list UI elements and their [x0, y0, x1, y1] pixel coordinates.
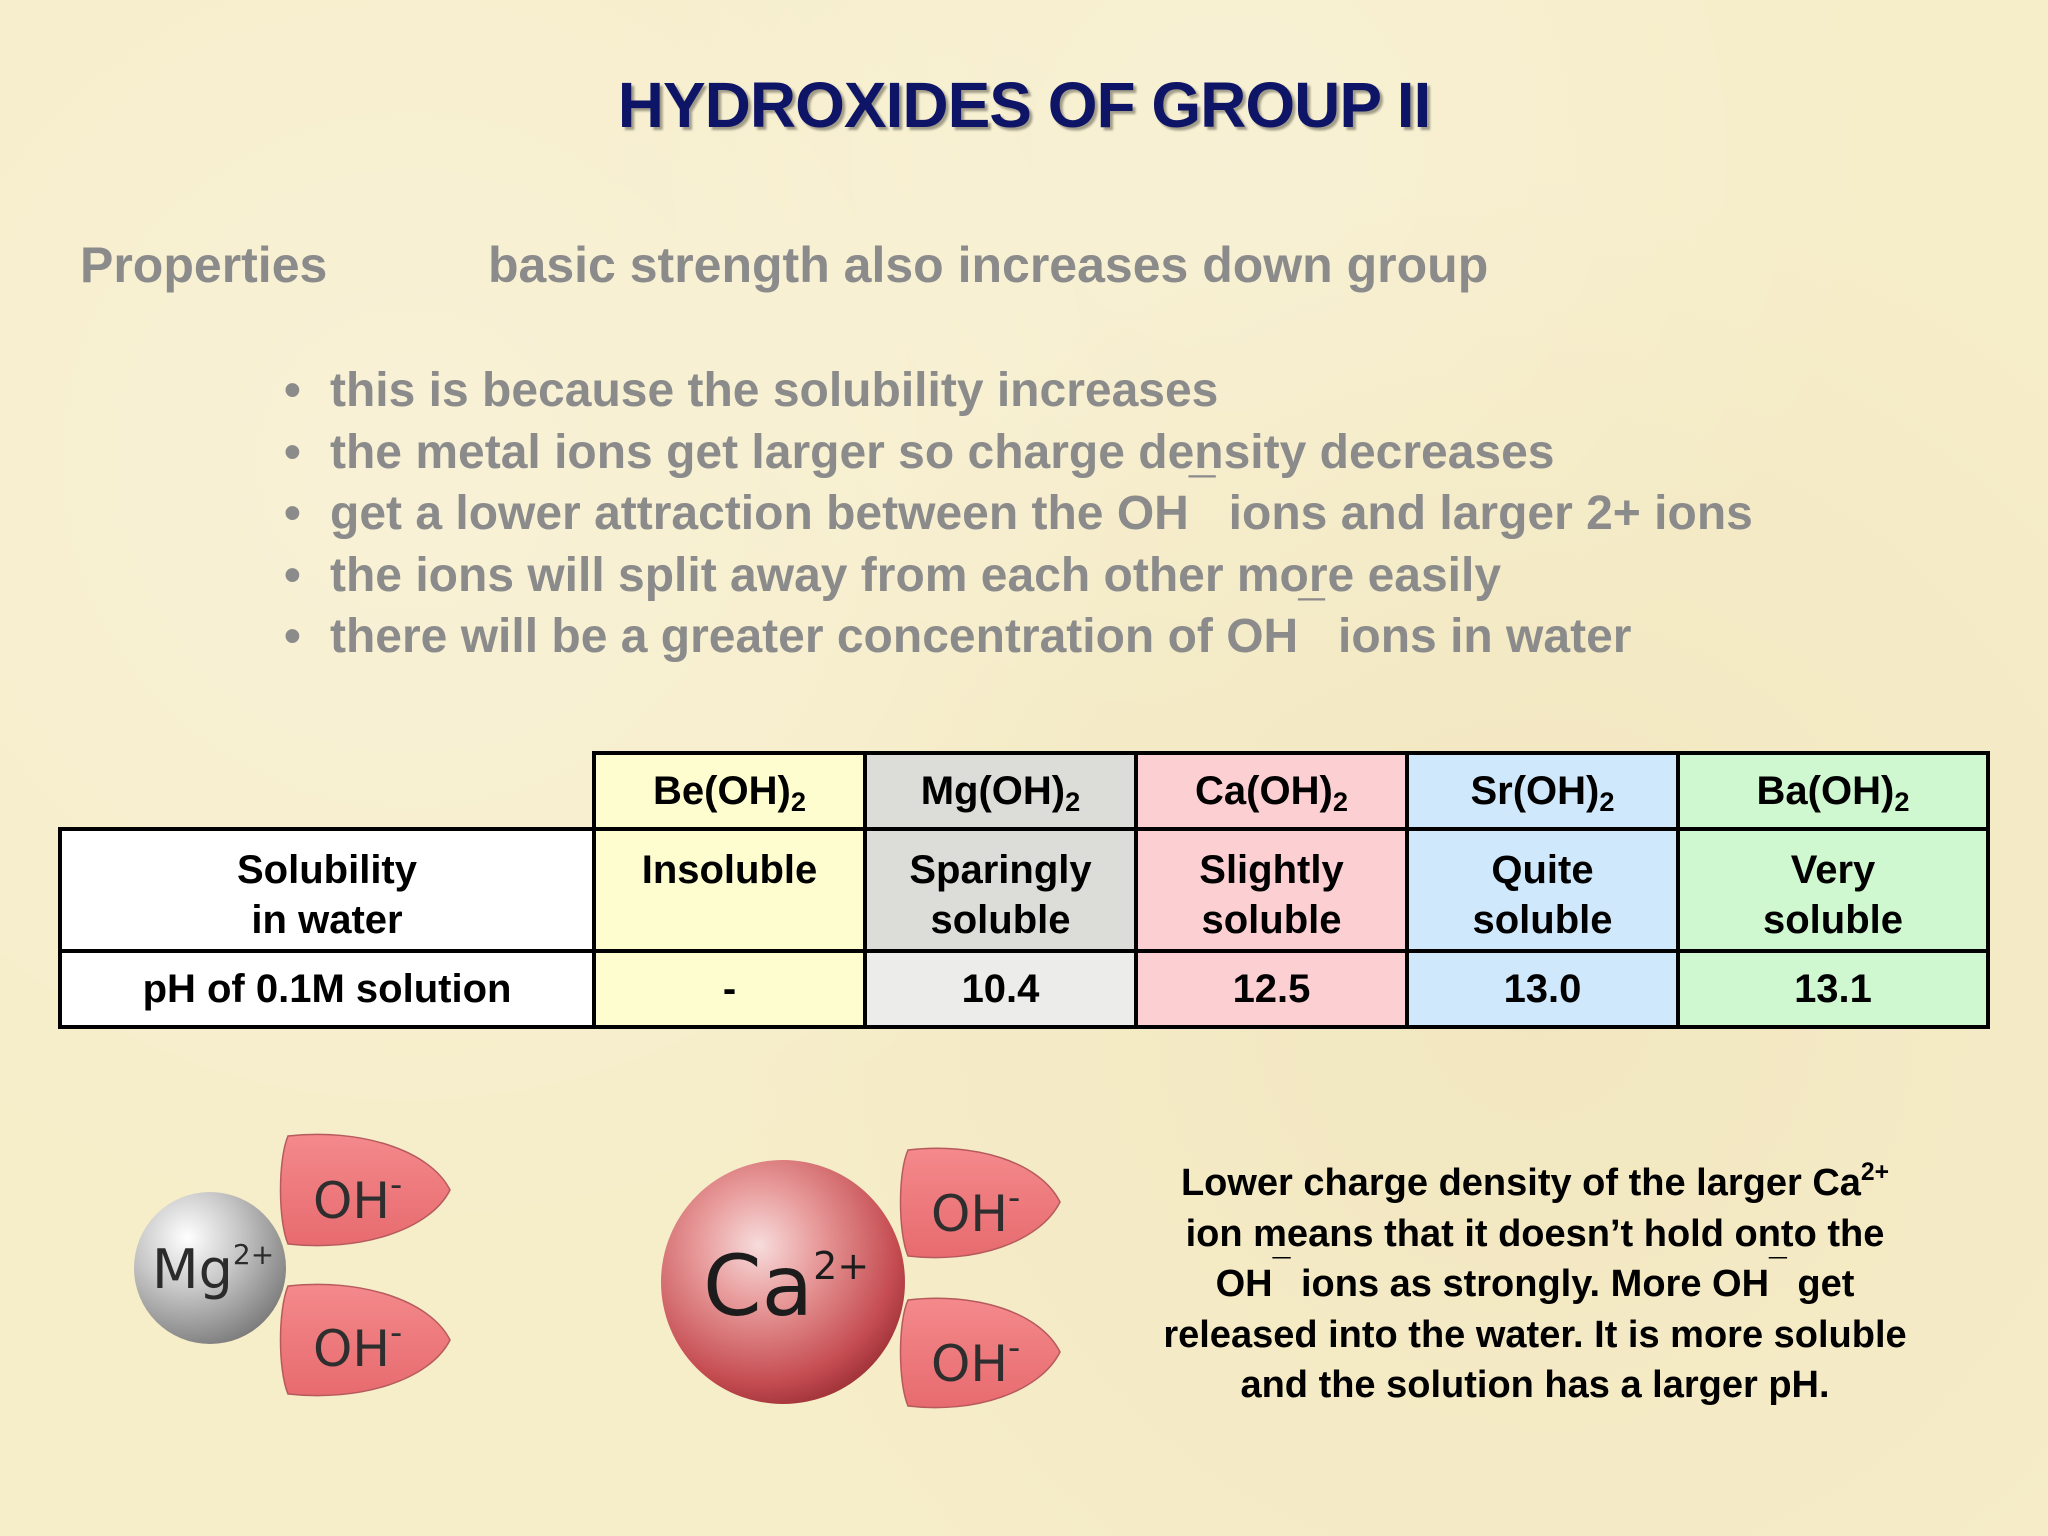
table-row-ph: [60, 951, 1988, 1027]
table-cell: 13.0: [1407, 951, 1678, 1027]
page-title: HYDROXIDES OF GROUP II: [617, 69, 1431, 141]
mg-hydroxide-diagram: [130, 1130, 470, 1420]
ca-ion-label: $Ca^{2+}$: [703, 1237, 870, 1335]
ca-hydroxide-diagram: [655, 1142, 1075, 1422]
oh-label: OH-: [313, 1165, 403, 1230]
properties-label: Properties: [80, 237, 328, 293]
table-cell: Sparingly soluble: [865, 829, 1136, 951]
table-cell: Slightly soluble: [1136, 829, 1407, 951]
table-header-row: [60, 753, 1988, 829]
bullet-item: • there will be a greater concentration of OH¯ ions in water: [280, 606, 1753, 668]
table-cell: 10.4: [865, 951, 1136, 1027]
table-cell: Insoluble: [594, 829, 865, 951]
header-sr: $Sr(OH)_2$: [1407, 753, 1678, 829]
table-cell: 13.1: [1678, 951, 1988, 1027]
table-row-solubility: [60, 829, 1988, 951]
oh-label: OH-: [931, 1178, 1021, 1243]
oh-label: OH-: [313, 1313, 403, 1378]
hydroxide-table: [58, 751, 1990, 1029]
row-label-ph: pH of 0.1M solution: [60, 951, 594, 1027]
mg-ion-label: $Mg^{2+}$: [152, 1238, 275, 1301]
table-cell: Very soluble: [1678, 829, 1988, 951]
properties-heading: basic strength also increases down group: [488, 237, 1489, 293]
bullet-item: • the metal ions get larger so charge density decreases: [280, 422, 1753, 484]
header-ca: $Ca(OH)_2$: [1136, 753, 1407, 829]
bullet-item: • get a lower attraction between the OH¯ ions and larger 2+ ions: [280, 483, 1753, 545]
bullet-item: • this is because the solubility increases: [280, 360, 1753, 422]
row-label-solubility: Solubility in water: [60, 829, 594, 951]
header-be: $Be(OH)_2$: [594, 753, 865, 829]
oh-label: OH-: [931, 1328, 1021, 1393]
table-cell: -: [594, 951, 865, 1027]
header-ba: $Ba(OH)_2$: [1678, 753, 1988, 829]
header-mg: $Mg(OH)_2$: [865, 753, 1136, 829]
table-cell: Quite soluble: [1407, 829, 1678, 951]
bullet-list: [280, 360, 1753, 668]
bullet-item: • the ions will split away from each other more easily: [280, 545, 1753, 607]
explanation-text: Lower charge density of the larger $Ca^{2+}$ ion means that it doesn’t hold onto the OH¯ ions as strongly. More OH¯ get released into the water. It is more soluble and the solution has a larger pH.: [1163, 1159, 1907, 1406]
table-cell: 12.5: [1136, 951, 1407, 1027]
